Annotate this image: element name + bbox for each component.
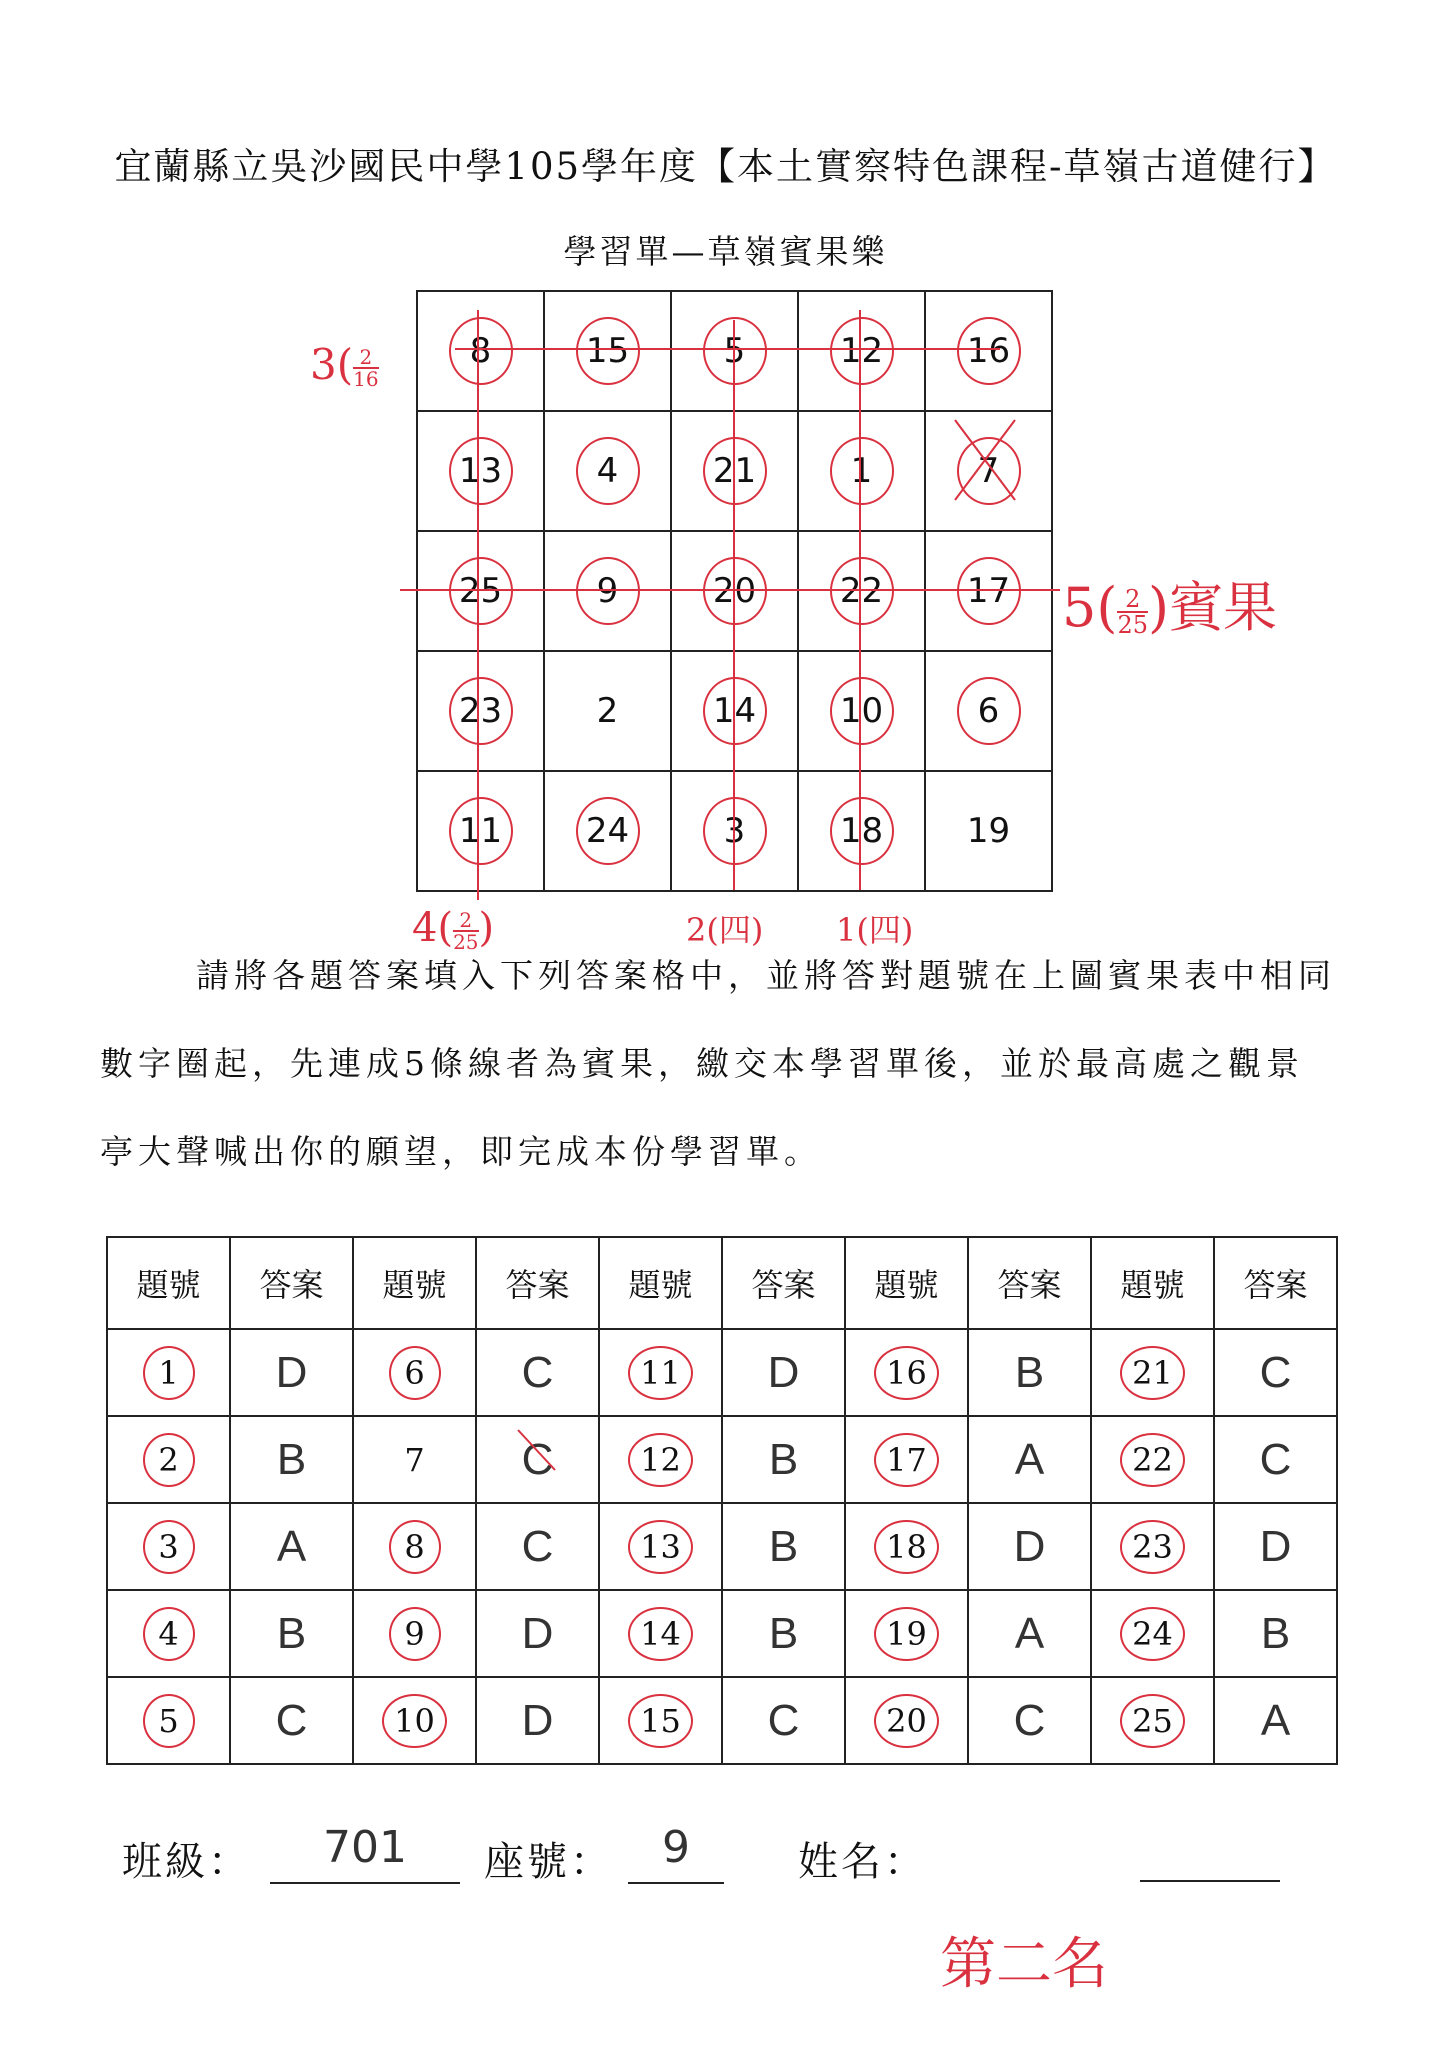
answer-value[interactable]: C	[476, 1329, 599, 1416]
bingo-cell[interactable]	[798, 651, 925, 771]
bingo-cell-number: 21	[703, 437, 767, 505]
answer-header-cell: 題號	[1091, 1237, 1214, 1329]
answer-header-cell: 答案	[722, 1237, 845, 1329]
answer-value[interactable]: A	[1214, 1677, 1337, 1764]
bingo-cell[interactable]	[417, 531, 544, 651]
answer-value[interactable]: C	[968, 1677, 1091, 1764]
bingo-cell-number: 4	[576, 437, 640, 505]
answer-value[interactable]: A	[968, 1590, 1091, 1677]
answer-header-cell: 答案	[968, 1237, 1091, 1329]
bingo-cell[interactable]	[417, 411, 544, 531]
answer-header-cell: 題號	[599, 1237, 722, 1329]
answer-header-cell: 答案	[1214, 1237, 1337, 1329]
bingo-cell-number: 6	[957, 677, 1021, 745]
question-number: 17	[845, 1416, 968, 1503]
bingo-cell[interactable]	[925, 651, 1052, 771]
annotation-row-mid: 5( $\frac{2}{25}$ )賓果	[1062, 576, 1278, 639]
bingo-cell-number: 3	[703, 797, 767, 865]
question-number: 4	[107, 1590, 230, 1677]
bingo-cell-number: 11	[449, 797, 513, 865]
name-field[interactable]	[1140, 1880, 1280, 1882]
annotation-col3: 2(四)	[686, 911, 764, 949]
bingo-cell-number: 24	[576, 797, 640, 865]
question-number: 23	[1091, 1503, 1214, 1590]
bingo-cell-number: 5	[703, 317, 767, 385]
question-number: 22	[1091, 1416, 1214, 1503]
question-number: 9	[353, 1590, 476, 1677]
question-number: 12	[599, 1416, 722, 1503]
bingo-cell[interactable]	[925, 771, 1052, 891]
bingo-cell[interactable]	[671, 531, 798, 651]
bingo-cell[interactable]	[798, 291, 925, 411]
bingo-cell[interactable]	[544, 411, 671, 531]
bingo-cell[interactable]	[417, 291, 544, 411]
bingo-cell[interactable]	[671, 411, 798, 531]
bingo-cell-number: 12	[830, 317, 894, 385]
bingo-cell-number: 17	[957, 557, 1021, 625]
answer-value[interactable]: B	[230, 1590, 353, 1677]
bingo-cell[interactable]	[798, 411, 925, 531]
page-title: 宜蘭縣立吳沙國民中學105學年度【本土實察特色課程-草嶺古道健行】	[114, 145, 1337, 188]
answer-row	[107, 1416, 1337, 1503]
bingo-cell-number: 14	[703, 677, 767, 745]
instruction-line-1: 請將各題答案填入下列答案格中，並將答對題號在上圖賓果表中相同	[196, 956, 1336, 995]
answer-value[interactable]: D	[476, 1677, 599, 1764]
bingo-cell-number: 2	[596, 691, 619, 731]
bingo-cell[interactable]	[671, 771, 798, 891]
seat-label: 座號：	[484, 1839, 613, 1885]
bingo-cell-number: 1	[830, 437, 894, 505]
answer-value[interactable]: D	[230, 1329, 353, 1416]
answer-table	[106, 1236, 1338, 1765]
instruction-line-2: 數字圈起，先連成5條線者為賓果，繳交本學習單後，並於最高處之觀景	[100, 1044, 1304, 1083]
question-number: 5	[107, 1677, 230, 1764]
question-number: 6	[353, 1329, 476, 1416]
answer-header-cell: 題號	[107, 1237, 230, 1329]
bingo-cell[interactable]	[671, 291, 798, 411]
answer-header-row	[107, 1237, 1337, 1329]
bingo-cell-number: 18	[830, 797, 894, 865]
question-number: 2	[107, 1416, 230, 1503]
question-number: 19	[845, 1590, 968, 1677]
seat-field[interactable]: 9	[628, 1822, 724, 1884]
answer-value[interactable]: A	[230, 1503, 353, 1590]
answer-header-cell: 答案	[230, 1237, 353, 1329]
question-number: 8	[353, 1503, 476, 1590]
bingo-row	[417, 771, 1052, 891]
answer-value[interactable]: A	[968, 1416, 1091, 1503]
bingo-cell-number: 15	[576, 317, 640, 385]
answer-value[interactable]: B	[1214, 1590, 1337, 1677]
answer-value[interactable]: B	[968, 1329, 1091, 1416]
bingo-cell[interactable]	[417, 771, 544, 891]
question-number: 18	[845, 1503, 968, 1590]
question-number: 15	[599, 1677, 722, 1764]
bingo-cell-number: 20	[703, 557, 767, 625]
question-number: 20	[845, 1677, 968, 1764]
answer-value[interactable]: C	[476, 1503, 599, 1590]
question-number: 25	[1091, 1677, 1214, 1764]
answer-row	[107, 1329, 1337, 1416]
answer-value[interactable]: D	[476, 1590, 599, 1677]
bingo-cell[interactable]	[544, 291, 671, 411]
question-number: 10	[353, 1677, 476, 1764]
bingo-cell[interactable]	[544, 531, 671, 651]
name-label: 姓名：	[798, 1839, 927, 1885]
question-number: 1	[107, 1329, 230, 1416]
answer-header-cell: 答案	[476, 1237, 599, 1329]
answer-value[interactable]: C	[1214, 1329, 1337, 1416]
bingo-cell-number: 22	[830, 557, 894, 625]
bingo-cell-number: 16	[957, 317, 1021, 385]
question-number: 14	[599, 1590, 722, 1677]
bingo-cell[interactable]	[798, 531, 925, 651]
annotation-col4: 1(四)	[836, 911, 914, 949]
question-number: 7	[353, 1416, 476, 1503]
answer-value[interactable]: B	[722, 1416, 845, 1503]
answer-value[interactable]: D	[1214, 1503, 1337, 1590]
question-number: 11	[599, 1329, 722, 1416]
bingo-cell[interactable]	[798, 771, 925, 891]
bingo-row	[417, 651, 1052, 771]
bingo-row	[417, 531, 1052, 651]
bingo-grid	[416, 290, 1053, 892]
answer-value[interactable]: B	[230, 1416, 353, 1503]
question-number: 21	[1091, 1329, 1214, 1416]
bingo-cell[interactable]	[925, 531, 1052, 651]
question-number: 16	[845, 1329, 968, 1416]
answer-value[interactable]: B	[722, 1590, 845, 1677]
answer-value[interactable]: D	[722, 1329, 845, 1416]
class-label: 班級：	[122, 1839, 251, 1885]
bingo-cell-number: 7	[957, 437, 1021, 505]
bingo-cell[interactable]	[417, 651, 544, 771]
rank-annotation: 第二名	[940, 1932, 1108, 1997]
question-number: 13	[599, 1503, 722, 1590]
bingo-cell-number: 8	[449, 317, 513, 385]
answer-header-cell: 題號	[845, 1237, 968, 1329]
bingo-cell-number: 19	[966, 811, 1011, 851]
bingo-row	[417, 411, 1052, 531]
bingo-cell-number: 10	[830, 677, 894, 745]
instruction-line-3: 亭大聲喊出你的願望，即完成本份學習單。	[100, 1132, 822, 1171]
bingo-row	[417, 291, 1052, 411]
page-subtitle: 學習單—草嶺賓果樂	[563, 232, 888, 271]
answer-value[interactable]: C	[1214, 1416, 1337, 1503]
question-number: 3	[107, 1503, 230, 1590]
annotation-col1: 4( $\frac{2}{25}$ )	[412, 905, 495, 954]
answer-value[interactable]: C	[476, 1416, 599, 1503]
bingo-cell[interactable]	[544, 771, 671, 891]
bingo-cell-number: 23	[449, 677, 513, 745]
answer-header-cell: 題號	[353, 1237, 476, 1329]
answer-row	[107, 1503, 1337, 1590]
annotation-row-top: 3( $\frac{2}{16}$	[310, 340, 379, 391]
answer-row	[107, 1677, 1337, 1764]
answer-row	[107, 1590, 1337, 1677]
answer-value[interactable]: D	[968, 1503, 1091, 1590]
answer-value[interactable]: B	[722, 1503, 845, 1590]
bingo-cell[interactable]	[925, 291, 1052, 411]
bingo-cell[interactable]	[925, 411, 1052, 531]
answer-value[interactable]: C	[722, 1677, 845, 1764]
bingo-cell-number: 9	[576, 557, 640, 625]
class-field[interactable]: 701	[270, 1822, 460, 1884]
bingo-cell[interactable]	[544, 651, 671, 771]
question-number: 24	[1091, 1590, 1214, 1677]
bingo-cell[interactable]	[671, 651, 798, 771]
bingo-cell-number: 25	[449, 557, 513, 625]
bingo-cell-number: 13	[449, 437, 513, 505]
answer-value[interactable]: C	[230, 1677, 353, 1764]
